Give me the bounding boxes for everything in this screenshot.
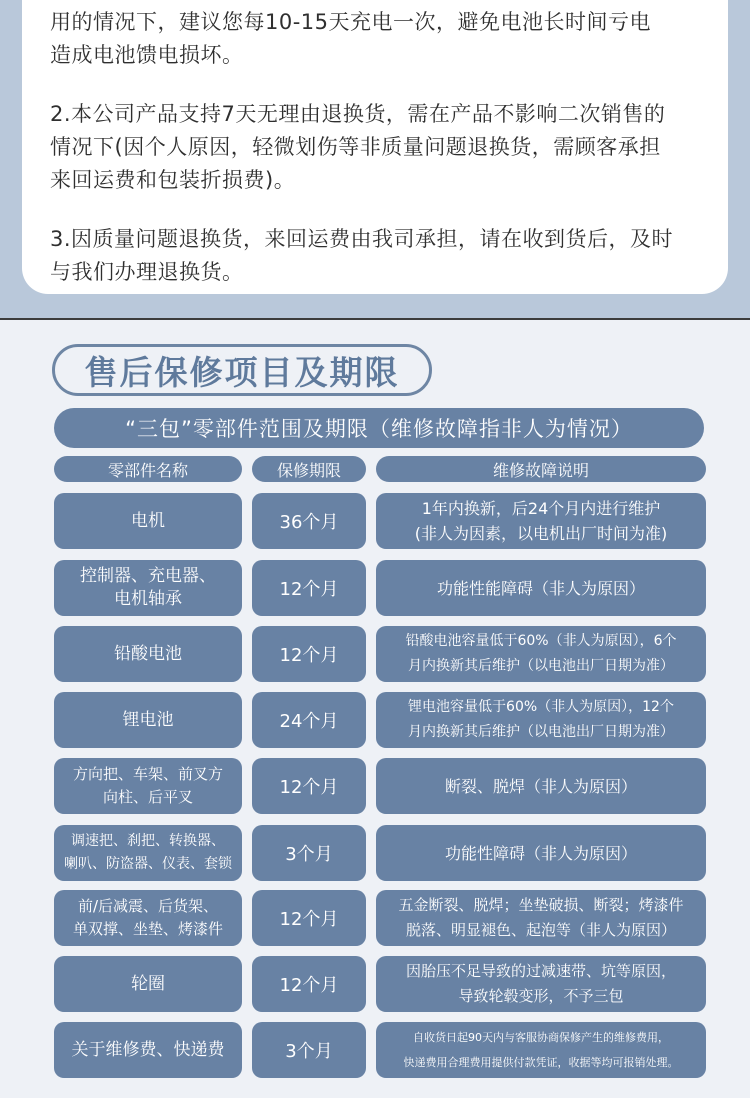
table-row-2-desc-text: 功能性能障碍（非人为原因） xyxy=(436,578,645,598)
table-row-9-desc-text: 自收货日起90天内与客服协商保修产生的维修费用， 快递费用合理费用提供付款凭证，收据等均可报销处理。 xyxy=(403,1031,679,1069)
table-row-4-part xyxy=(54,692,242,748)
table-row-1-period xyxy=(252,493,366,549)
table-row-5-part-text: 方向把、车架、前叉方 向柱、后平叉 xyxy=(72,765,223,806)
table-row-9-period-text: 3个月 xyxy=(285,1041,333,1062)
table-row-4-desc-text: 锂电池容量低于60%（非人为原因），12个 月内换新其后维护（以电池出厂日期为准） xyxy=(408,699,674,740)
table-row-9-part xyxy=(54,1022,242,1078)
table-row-2-part xyxy=(54,560,242,616)
table-row-6-desc-text: 功能性障碍（非人为原因） xyxy=(444,843,637,863)
table-row-3-period xyxy=(252,626,366,682)
header-fault-description: 维修故障说明 xyxy=(376,456,706,482)
table-row-9-period xyxy=(252,1022,366,1078)
table-row-4-period-text: 24个月 xyxy=(279,711,339,732)
table-row-8-desc-text: 因胎压不足导致的过减速带、坑等原因， 导致轮毂变形，不予三包 xyxy=(405,962,676,1005)
table-row-8-period xyxy=(252,956,366,1012)
table-row-6-period-text: 3个月 xyxy=(285,844,333,865)
table-row-1-part-text: 电机 xyxy=(131,510,165,531)
table-row-5-desc-text: 断裂、脱焊（非人为原因） xyxy=(444,776,637,796)
notice-paragraph-2: 2.本公司产品支持7天无理由退换货，需在产品不影响二次销售的 情况下(因个人原因，轻微划伤等非质量问题退换货，需顾客承担 来回运费和包装折损费)。 xyxy=(50,102,666,192)
table-row-8-period-text: 12个月 xyxy=(279,975,339,996)
table-row-3-part xyxy=(54,626,242,682)
table-row-6-part xyxy=(54,825,242,881)
notice-paragraph-3: 3.因质量问题退换货，来回运费由我司承担，请在收到货后，及时 与我们办理退换货。 xyxy=(50,227,674,284)
section-title-pill xyxy=(52,344,432,396)
table-row-7-part xyxy=(54,890,242,946)
table-row-1-desc xyxy=(376,493,706,549)
table-row-7-period-text: 12个月 xyxy=(279,909,339,930)
table-row-5-period xyxy=(252,758,366,814)
table-row-7-period xyxy=(252,890,366,946)
warranty-section xyxy=(0,320,750,1098)
table-row-6-desc xyxy=(376,825,706,881)
scope-bar: “三包”零部件范围及期限（维修故障指非人为情况） xyxy=(54,408,704,448)
table-row-1-desc-text: 1年内换新，后24个月内进行维护 (非人为因素，以电机出厂时间为准) xyxy=(414,499,668,543)
table-row-7-desc xyxy=(376,890,706,946)
table-row-8-part xyxy=(54,956,242,1012)
table-row-9-desc xyxy=(376,1022,706,1078)
table-row-5-part xyxy=(54,758,242,814)
table-row-7-part-text: 前/后减震、后货架、 单双撑、坐垫、烤漆件 xyxy=(72,897,223,938)
table-row-1-part xyxy=(54,493,242,549)
table-row-4-desc xyxy=(376,692,706,748)
table-row-6-part-text: 调速把、刹把、转换器、 喇叭、防盗器、仪表、套锁 xyxy=(64,833,232,872)
notice-section xyxy=(0,0,750,318)
table-row-5-period-text: 12个月 xyxy=(279,777,339,798)
table-row-7-desc-text: 五金断裂、脱焊；坐垫破损、断裂；烤漆件 脱落、明显褪色、起泡等（非人为原因） xyxy=(398,896,684,939)
table-row-2-part-text: 控制器、充电器、 电机轴承 xyxy=(80,566,216,609)
section-title: 售后保修项目及期限 xyxy=(84,352,400,392)
table-row-3-desc-text: 铅酸电池容量低于60%（非人为原因），6个 月内换新其后维护（以电池出厂日期为准） xyxy=(405,633,677,674)
notice-paragraph-1: 用的情况下，建议您每10-15天充电一次，避免电池长时间亏电 造成电池馈电损坏。 xyxy=(50,10,652,67)
table-row-6-period xyxy=(252,825,366,881)
table-row-8-desc xyxy=(376,956,706,1012)
table-row-4-part-text: 锂电池 xyxy=(122,709,174,730)
table-row-2-period xyxy=(252,560,366,616)
table-row-9-part-text: 关于维修费、快递费 xyxy=(71,1039,225,1060)
table-row-3-period-text: 12个月 xyxy=(279,645,339,666)
header-warranty-period: 保修期限 xyxy=(252,456,366,482)
table-row-8-part-text: 轮圈 xyxy=(131,973,165,994)
table-row-2-period-text: 12个月 xyxy=(279,579,339,600)
notice-card xyxy=(22,0,728,294)
table-row-3-part-text: 铅酸电池 xyxy=(114,643,182,664)
table-row-1-period-text: 36个月 xyxy=(279,512,339,533)
table-row-5-desc xyxy=(376,758,706,814)
table-row-4-period xyxy=(252,692,366,748)
table-row-3-desc xyxy=(376,626,706,682)
table-row-2-desc xyxy=(376,560,706,616)
header-part-name: 零部件名称 xyxy=(54,456,242,482)
